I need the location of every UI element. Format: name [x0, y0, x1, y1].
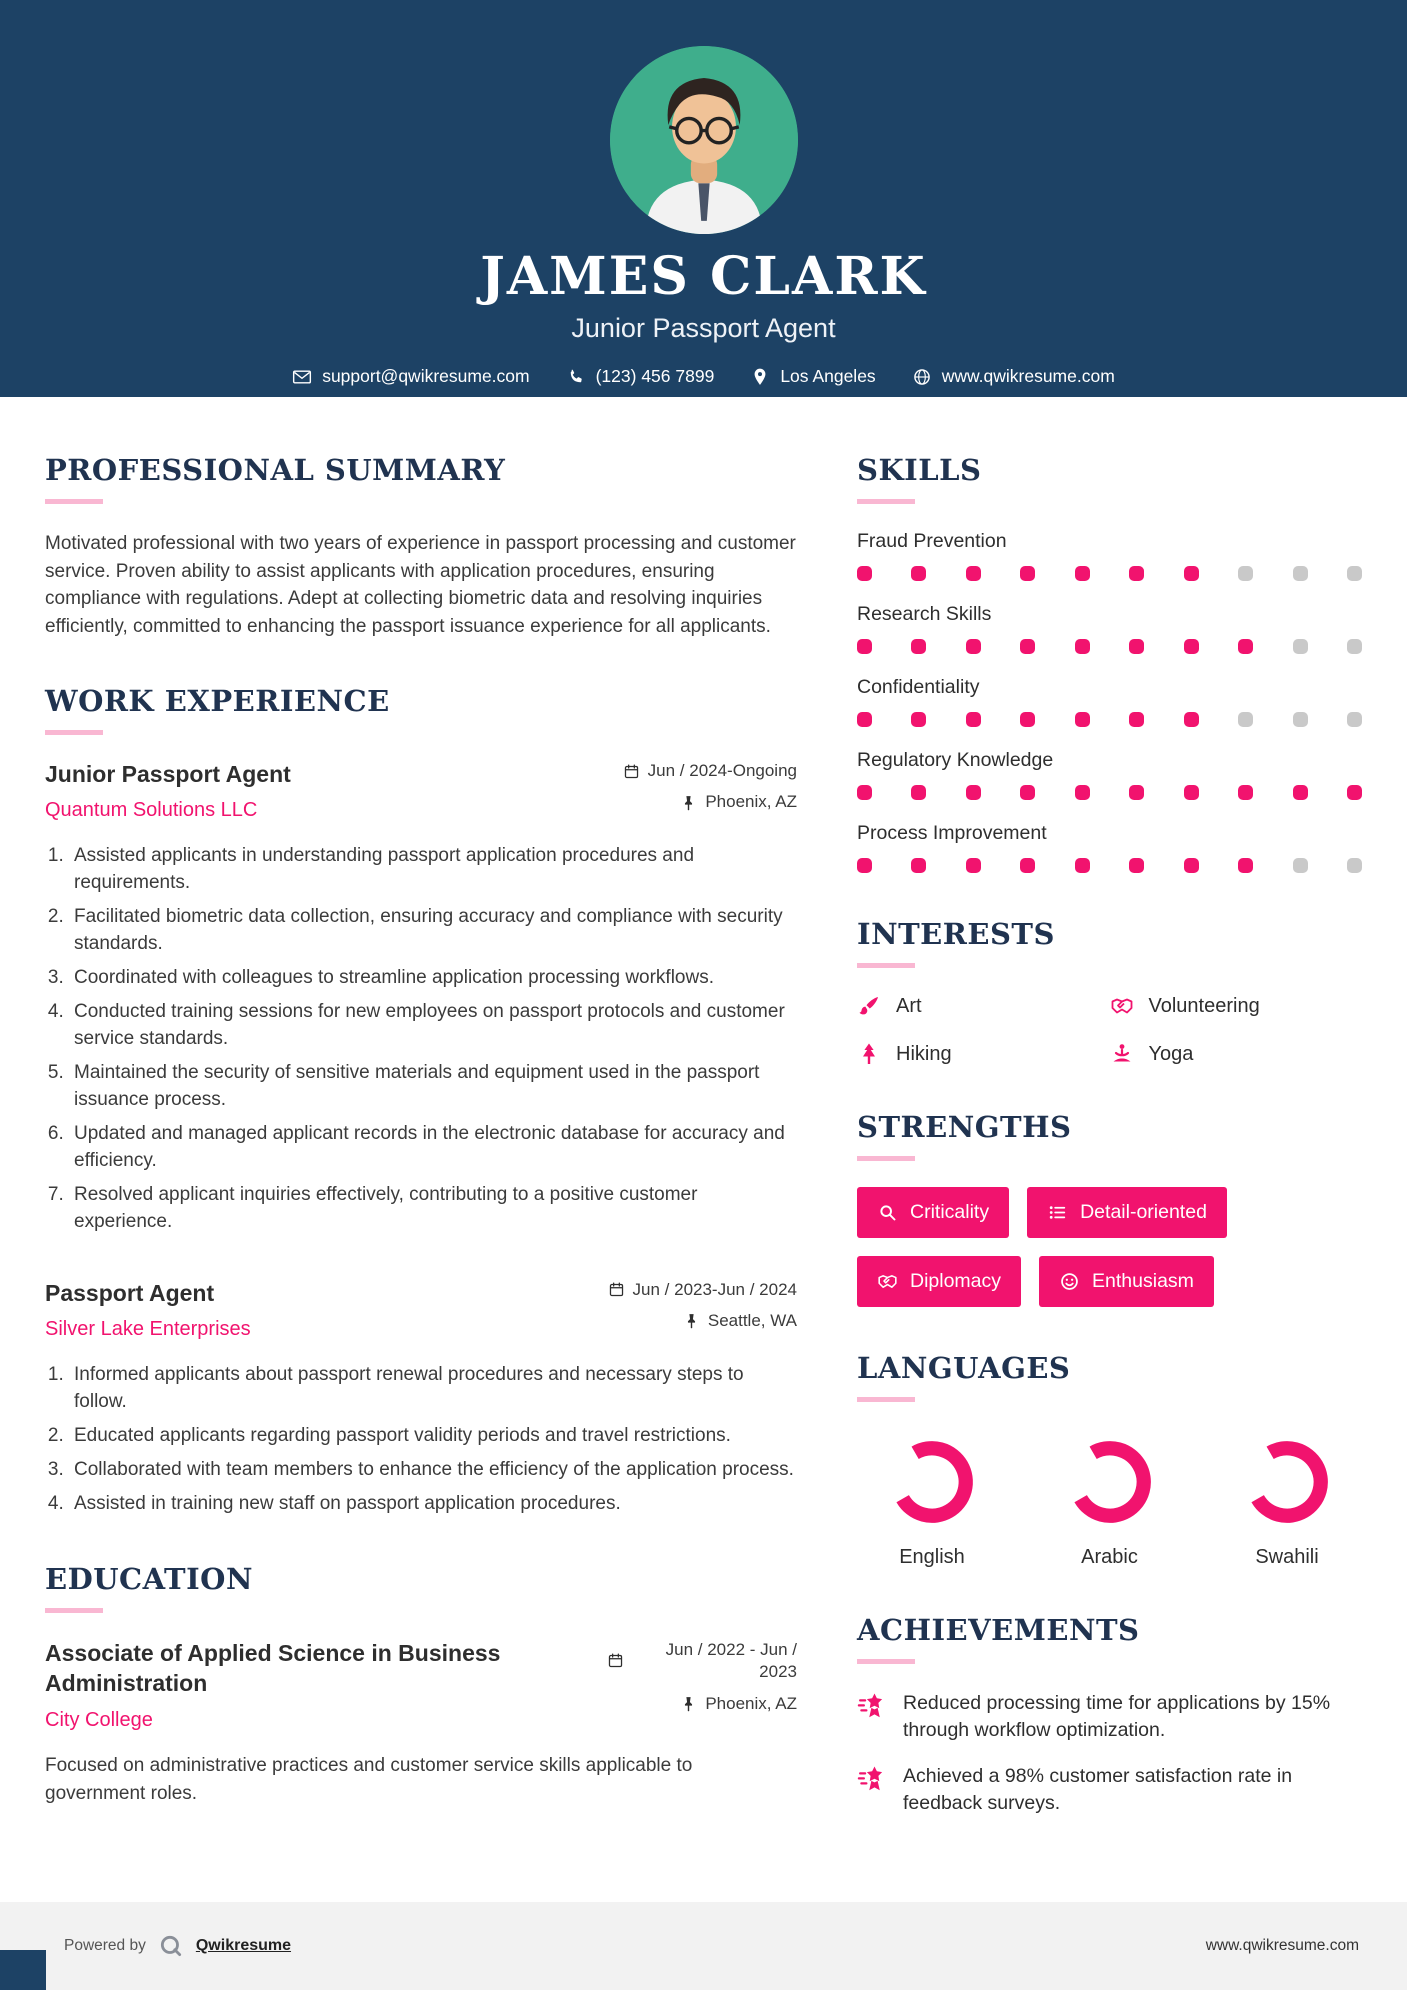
phone-icon — [566, 367, 586, 387]
job-company: Silver Lake Enterprises — [45, 1317, 251, 1340]
education-section — [45, 1562, 797, 1808]
contact-phone-text: (123) 456 7899 — [595, 366, 715, 386]
language-item — [857, 1436, 1007, 1569]
job-entry — [45, 761, 797, 1236]
skill-item — [857, 530, 1362, 581]
skill-level-dot — [1347, 639, 1362, 654]
medal-icon — [857, 1764, 887, 1794]
skill-level-dot — [911, 785, 926, 800]
skill-name: Regulatory Knowledge — [857, 749, 1054, 771]
achievement-text: Achieved a 98% customer satisfaction rate in feedback surveys. — [903, 1764, 1293, 1814]
contact-website-text: www.qwikresume.com — [941, 366, 1115, 386]
skill-level-bar — [857, 858, 1362, 873]
job-bullet: 7. Resolved applicant inquiries effectively, contributing to a positive customer experience. — [69, 1182, 797, 1236]
skill-level-dot — [966, 785, 981, 800]
heading-accent-rule — [857, 1397, 915, 1402]
job-title: Passport Agent — [45, 1279, 215, 1306]
skill-level-dot — [1184, 566, 1199, 581]
tree-icon — [857, 1042, 881, 1066]
medal-icon — [857, 1691, 887, 1721]
job-location — [623, 792, 797, 812]
profile-photo — [610, 46, 798, 234]
skill-level-bar — [857, 785, 1362, 800]
language-label: Swahili — [1255, 1546, 1319, 1568]
skill-level-dot — [966, 566, 981, 581]
skill-level-dot — [1184, 639, 1199, 654]
skill-level-dot — [966, 712, 981, 727]
skill-level-dot — [911, 858, 926, 873]
strength-badge — [1027, 1187, 1227, 1238]
left-column — [45, 453, 797, 1861]
skill-level-dot — [1347, 785, 1362, 800]
language-level-ring — [886, 1436, 978, 1528]
job-company: Quantum Solutions LLC — [45, 799, 258, 822]
heading-accent-rule — [45, 1608, 103, 1613]
skill-level-dot — [1129, 639, 1144, 654]
achievements-heading: ACHIEVEMENTS — [857, 1613, 1140, 1647]
calendar-icon — [608, 1281, 625, 1298]
languages-heading: LANGUAGES — [857, 1351, 1071, 1385]
skill-name: Research Skills — [857, 603, 992, 625]
job-bullet: 5. Maintained the security of sensitive materials and equipment used in the passport issuance process. — [69, 1060, 797, 1114]
contact-phone — [566, 366, 715, 387]
education-entry — [45, 1639, 797, 1733]
contact-bar — [0, 366, 1407, 387]
education-dates — [607, 1639, 797, 1683]
skill-level-dot — [1020, 639, 1035, 654]
language-level-ring — [1241, 1436, 1333, 1528]
skill-level-dot — [1184, 858, 1199, 873]
interest-label: Hiking — [896, 1042, 952, 1065]
paintbrush-icon — [857, 994, 881, 1018]
skill-level-dot — [1347, 858, 1362, 873]
skill-level-dot — [1293, 858, 1308, 873]
globe-icon — [912, 367, 932, 387]
skill-level-dot — [911, 712, 926, 727]
job-location-text: Phoenix, AZ — [705, 792, 797, 812]
interest-item — [857, 994, 1110, 1018]
job-bullet: 1. Informed applicants about passport renewal procedures and necessary steps to follow. — [69, 1362, 797, 1416]
job-location — [608, 1311, 797, 1331]
job-bullet: 4. Conducted training sessions for new employees on passport protocols and customer service standards. — [69, 999, 797, 1053]
strength-badge — [857, 1256, 1021, 1307]
skill-level-dot — [1075, 712, 1090, 727]
interest-item — [1110, 1042, 1363, 1066]
strength-badge — [857, 1187, 1009, 1238]
skill-item — [857, 822, 1362, 873]
calendar-icon — [607, 1652, 624, 1669]
job-bullets — [69, 843, 797, 1236]
interests-list — [857, 994, 1362, 1066]
contact-location-text: Los Angeles — [780, 366, 876, 386]
list-icon — [1047, 1202, 1068, 1223]
strengths-section — [857, 1110, 1362, 1307]
skill-level-dot — [1129, 785, 1144, 800]
skill-level-dot — [1075, 639, 1090, 654]
skills-heading: SKILLS — [857, 453, 982, 487]
heading-accent-rule — [857, 963, 915, 968]
heading-accent-rule — [857, 1156, 915, 1161]
heading-accent-rule — [857, 1659, 915, 1664]
education-description: Focused on administrative practices and customer service skills applicable to government roles. — [45, 1755, 693, 1804]
footer — [0, 1902, 1407, 1990]
skill-level-dot — [1075, 785, 1090, 800]
skill-level-bar — [857, 566, 1362, 581]
job-bullet: 2. Educated applicants regarding passport validity periods and travel restrictions. — [69, 1423, 797, 1450]
skill-level-dot — [911, 566, 926, 581]
skill-level-dot — [1238, 566, 1253, 581]
language-label: English — [899, 1546, 965, 1568]
summary-text: Motivated professional with two years of experience in passport processing and customer service. Proven ability to assist applicants with application procedures, ensuring compliance with regulations. Adept at collecting biometric data and resolving inquiries efficiently, committed to enhancing the passport issuance experience for all applicants. — [45, 533, 796, 637]
skill-level-dot — [1184, 785, 1199, 800]
skill-level-dot — [857, 858, 872, 873]
education-heading: EDUCATION — [45, 1561, 253, 1596]
jobs-list — [45, 761, 797, 1517]
job-dates — [608, 1280, 797, 1300]
language-item — [1212, 1436, 1362, 1569]
skill-level-dot — [1293, 712, 1308, 727]
achievement-item — [857, 1763, 1362, 1818]
person-job-title: Junior Passport Agent — [571, 313, 836, 343]
footer-website-link[interactable]: www.qwikresume.com — [1205, 1937, 1359, 1954]
skill-name: Fraud Prevention — [857, 530, 1007, 552]
skill-item — [857, 676, 1362, 727]
interest-label: Yoga — [1148, 1042, 1194, 1065]
pushpin-icon — [683, 1312, 700, 1329]
skill-level-bar — [857, 712, 1362, 727]
achievement-item — [857, 1690, 1362, 1745]
skill-item — [857, 749, 1362, 800]
strength-label: Criticality — [910, 1201, 990, 1223]
location-pin-icon — [750, 367, 770, 387]
right-column — [857, 453, 1362, 1861]
languages-list — [857, 1428, 1362, 1569]
experience-heading: WORK EXPERIENCE — [45, 684, 390, 719]
pushpin-icon — [680, 1695, 697, 1712]
skill-level-dot — [911, 639, 926, 654]
interest-label: Art — [896, 994, 922, 1017]
skills-section — [857, 453, 1362, 873]
skill-level-dot — [857, 785, 872, 800]
strength-label: Diplomacy — [910, 1270, 1002, 1292]
skill-level-dot — [1238, 639, 1253, 654]
language-label: Arabic — [1081, 1546, 1138, 1568]
education-dates-text: Jun / 2022 - Jun / 2023 — [665, 1639, 797, 1681]
skill-level-dot — [1020, 712, 1035, 727]
skill-level-bar — [857, 639, 1362, 654]
heading-accent-rule — [857, 499, 915, 504]
skill-name: Process Improvement — [857, 822, 1047, 844]
skill-level-dot — [857, 639, 872, 654]
skill-level-dot — [1020, 566, 1035, 581]
job-title: Junior Passport Agent — [45, 761, 291, 788]
search-icon — [877, 1202, 898, 1223]
handshake-icon — [1110, 994, 1134, 1018]
job-location-text: Seattle, WA — [707, 1310, 797, 1330]
strength-label: Enthusiasm — [1092, 1270, 1194, 1292]
skill-level-dot — [966, 858, 981, 873]
contact-email-text: support@qwikresume.com — [322, 366, 530, 386]
skill-level-dot — [1347, 566, 1362, 581]
education-location — [607, 1694, 797, 1714]
languages-section — [857, 1351, 1362, 1569]
interest-item — [1110, 994, 1363, 1018]
job-bullet: 3. Coordinated with colleagues to streamline application processing workflows. — [69, 965, 797, 992]
summary-section — [45, 453, 797, 640]
qwikresume-brand-link[interactable]: Qwikresume — [195, 1937, 292, 1954]
interests-heading: INTERESTS — [857, 917, 1055, 951]
skill-level-dot — [1129, 712, 1144, 727]
skills-list — [857, 530, 1362, 873]
contact-website[interactable] — [912, 366, 1115, 387]
person-name: JAMES CLARK — [480, 246, 927, 307]
contact-email[interactable] — [292, 366, 529, 387]
skill-name: Confidentiality — [857, 676, 980, 698]
job-bullet: 4. Assisted in training new staff on passport application procedures. — [69, 1491, 797, 1518]
page-corner-decoration — [0, 1950, 46, 1990]
skill-level-dot — [1293, 639, 1308, 654]
contact-location — [750, 366, 875, 387]
job-dates — [623, 761, 797, 781]
profile-photo-illustration — [610, 46, 798, 234]
job-bullets — [69, 1362, 797, 1518]
skill-item — [857, 603, 1362, 654]
job-entry — [45, 1280, 797, 1518]
skill-level-dot — [1238, 785, 1253, 800]
skill-level-dot — [966, 639, 981, 654]
achievement-text: Reduced processing time for applications by 15% through workflow optimization. — [903, 1692, 1331, 1742]
yoga-icon — [1110, 1042, 1134, 1066]
achievements-section — [857, 1613, 1362, 1817]
skill-level-dot — [1238, 858, 1253, 873]
strengths-heading: STRENGTHS — [857, 1110, 1072, 1144]
heading-accent-rule — [45, 499, 103, 504]
skill-level-dot — [1075, 858, 1090, 873]
email-icon — [292, 367, 312, 387]
skill-level-dot — [1129, 858, 1144, 873]
language-item — [1035, 1436, 1185, 1569]
skill-level-dot — [1075, 566, 1090, 581]
skill-level-dot — [1129, 566, 1144, 581]
smiley-icon — [1059, 1271, 1080, 1292]
strength-badge — [1039, 1256, 1214, 1307]
header — [0, 0, 1407, 397]
skill-level-dot — [857, 712, 872, 727]
education-school: City College — [45, 1709, 153, 1732]
pushpin-icon — [680, 794, 697, 811]
heading-accent-rule — [45, 730, 103, 735]
interests-section — [857, 917, 1362, 1066]
strength-label: Detail-oriented — [1080, 1201, 1207, 1223]
content — [0, 397, 1407, 1861]
skill-level-dot — [1020, 785, 1035, 800]
job-dates-text: Jun / 2024-Ongoing — [647, 761, 797, 781]
qwikresume-logo-icon — [158, 1933, 184, 1959]
strengths-list — [857, 1187, 1362, 1307]
education-location-text: Phoenix, AZ — [705, 1693, 797, 1713]
skill-level-dot — [1293, 785, 1308, 800]
skill-level-dot — [1020, 858, 1035, 873]
interest-label: Volunteering — [1148, 994, 1260, 1017]
experience-section — [45, 684, 797, 1517]
job-bullet: 1. Assisted applicants in understanding passport application procedures and requirements. — [69, 843, 797, 897]
handshake-icon — [877, 1271, 898, 1292]
skill-level-dot — [1347, 712, 1362, 727]
skill-level-dot — [1293, 566, 1308, 581]
education-degree: Associate of Applied Science in Business Administration — [45, 1639, 501, 1696]
interest-item — [857, 1042, 1110, 1066]
language-level-ring — [1064, 1436, 1156, 1528]
calendar-icon — [623, 763, 640, 780]
skill-level-dot — [857, 566, 872, 581]
job-bullet: 6. Updated and managed applicant records in the electronic database for accuracy and efficiency. — [69, 1121, 797, 1175]
powered-by-label: Powered by — [64, 1937, 146, 1954]
summary-heading: PROFESSIONAL SUMMARY — [45, 453, 506, 487]
skill-level-dot — [1238, 712, 1253, 727]
job-bullet: 2. Facilitated biometric data collection, ensuring accuracy and compliance with security standards. — [69, 904, 797, 958]
skill-level-dot — [1184, 712, 1199, 727]
job-bullet: 3. Collaborated with team members to enhance the efficiency of the application process. — [69, 1457, 797, 1484]
job-dates-text: Jun / 2023-Jun / 2024 — [632, 1279, 797, 1299]
achievements-list — [857, 1690, 1362, 1817]
